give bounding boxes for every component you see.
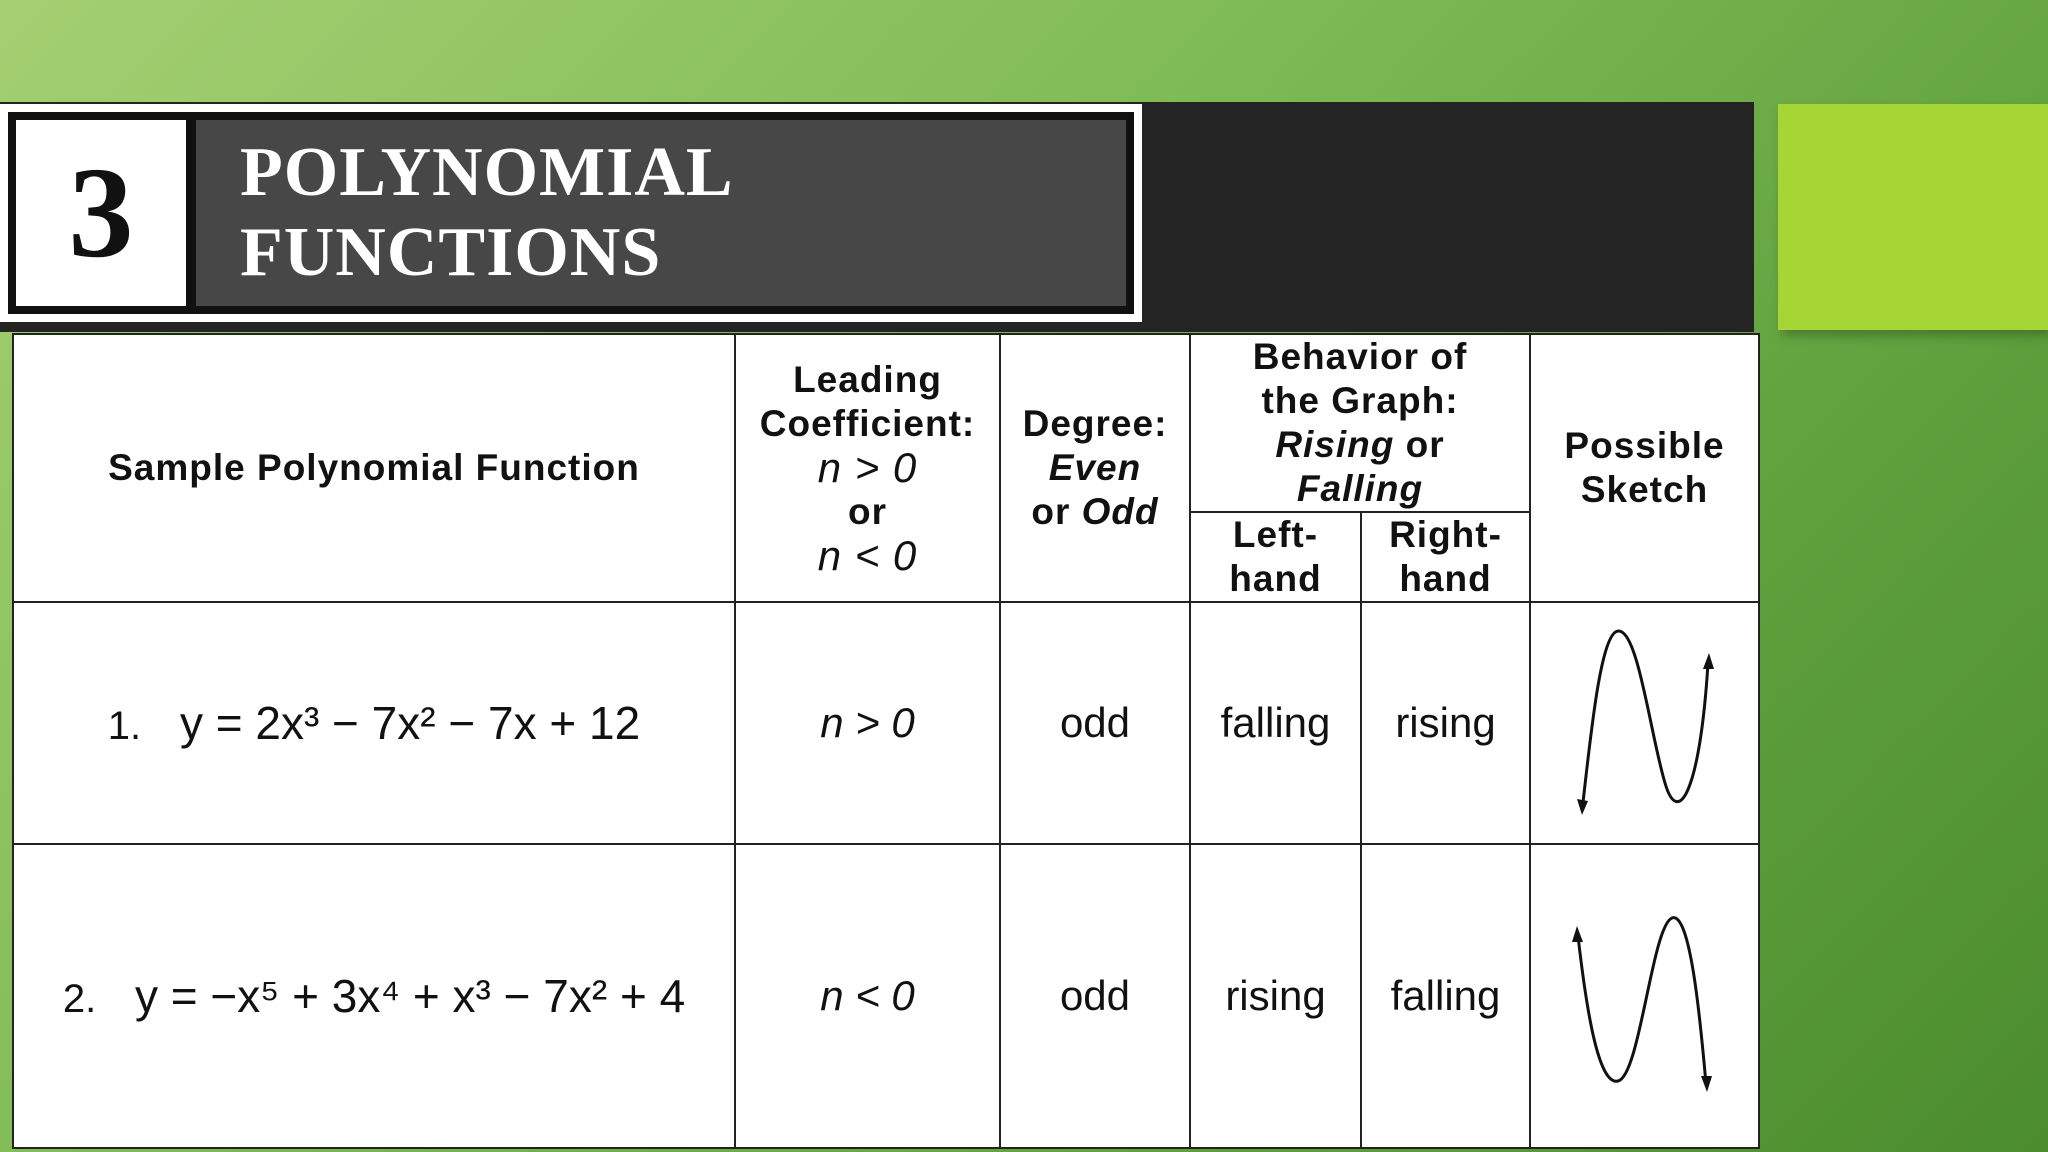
header-leading-coefficient <box>735 334 1000 602</box>
sketch-cell <box>1530 844 1759 1148</box>
polynomial-table <box>12 333 1760 1149</box>
table-row <box>13 844 1759 1148</box>
leading-coefficient-cell: n < 0 <box>735 844 1000 1148</box>
header-left-line2: hand <box>1229 558 1322 599</box>
header-degree-line1: Degree: <box>1022 403 1168 444</box>
header-behavior-falling: Falling <box>1296 468 1424 509</box>
function-equation: y = −x⁵ + 3x⁴ + x³ − 7x² + 4 <box>134 970 686 1022</box>
header-leading-line2: Coefficient: <box>759 403 976 444</box>
header-possible-sketch <box>1530 334 1759 602</box>
header-behavior-line2: the Graph: <box>1261 380 1459 421</box>
sketch-cell <box>1530 602 1759 844</box>
row-number: 1. <box>107 704 142 748</box>
degree-cell: odd <box>1000 844 1190 1148</box>
falling-quintic-sketch-icon <box>1560 896 1730 1096</box>
header-sample-function <box>13 334 735 602</box>
row-number: 2. <box>62 977 97 1021</box>
header-leading-or: or <box>848 491 887 532</box>
left-hand-cell: rising <box>1190 844 1361 1148</box>
header-degree-odd: Odd <box>1081 491 1159 532</box>
function-equation: y = 2x³ − 7x² − 7x + 12 <box>179 697 641 749</box>
header-leading-gt: n > 0 <box>817 444 918 491</box>
chapter-number: 3 <box>16 120 186 306</box>
right-hand-cell: rising <box>1361 602 1530 844</box>
header-right-hand <box>1361 512 1530 602</box>
rising-cubic-sketch-icon <box>1560 623 1730 823</box>
header-degree-or: or <box>1031 491 1071 532</box>
header-degree <box>1000 334 1190 602</box>
accent-square <box>1778 104 2048 330</box>
header-behavior <box>1190 334 1530 512</box>
right-hand-cell: falling <box>1361 844 1530 1148</box>
page-title: POLYNOMIAL FUNCTIONS <box>196 120 1126 306</box>
function-cell <box>13 844 735 1148</box>
header-right-line1: Right- <box>1389 514 1502 555</box>
function-cell <box>13 602 735 844</box>
header-behavior-rising: Rising <box>1275 424 1395 465</box>
header-sample-label: Sample Polynomial Function <box>108 447 640 488</box>
header-left-line1: Left- <box>1232 514 1319 555</box>
header-degree-even: Even <box>1048 447 1142 488</box>
header-sketch-line2: Sketch <box>1580 469 1709 510</box>
header-behavior-or: or <box>1405 424 1445 465</box>
degree-cell: odd <box>1000 602 1190 844</box>
header-right-line2: hand <box>1399 558 1492 599</box>
header-behavior-line1: Behavior of <box>1252 336 1468 377</box>
header-left-hand <box>1190 512 1361 602</box>
header-sketch-line1: Possible <box>1564 425 1725 466</box>
left-hand-cell: falling <box>1190 602 1361 844</box>
header-leading-lt: n < 0 <box>817 532 918 579</box>
header-leading-line1: Leading <box>793 359 942 400</box>
leading-coefficient-cell: n > 0 <box>735 602 1000 844</box>
table-row <box>13 602 1759 844</box>
